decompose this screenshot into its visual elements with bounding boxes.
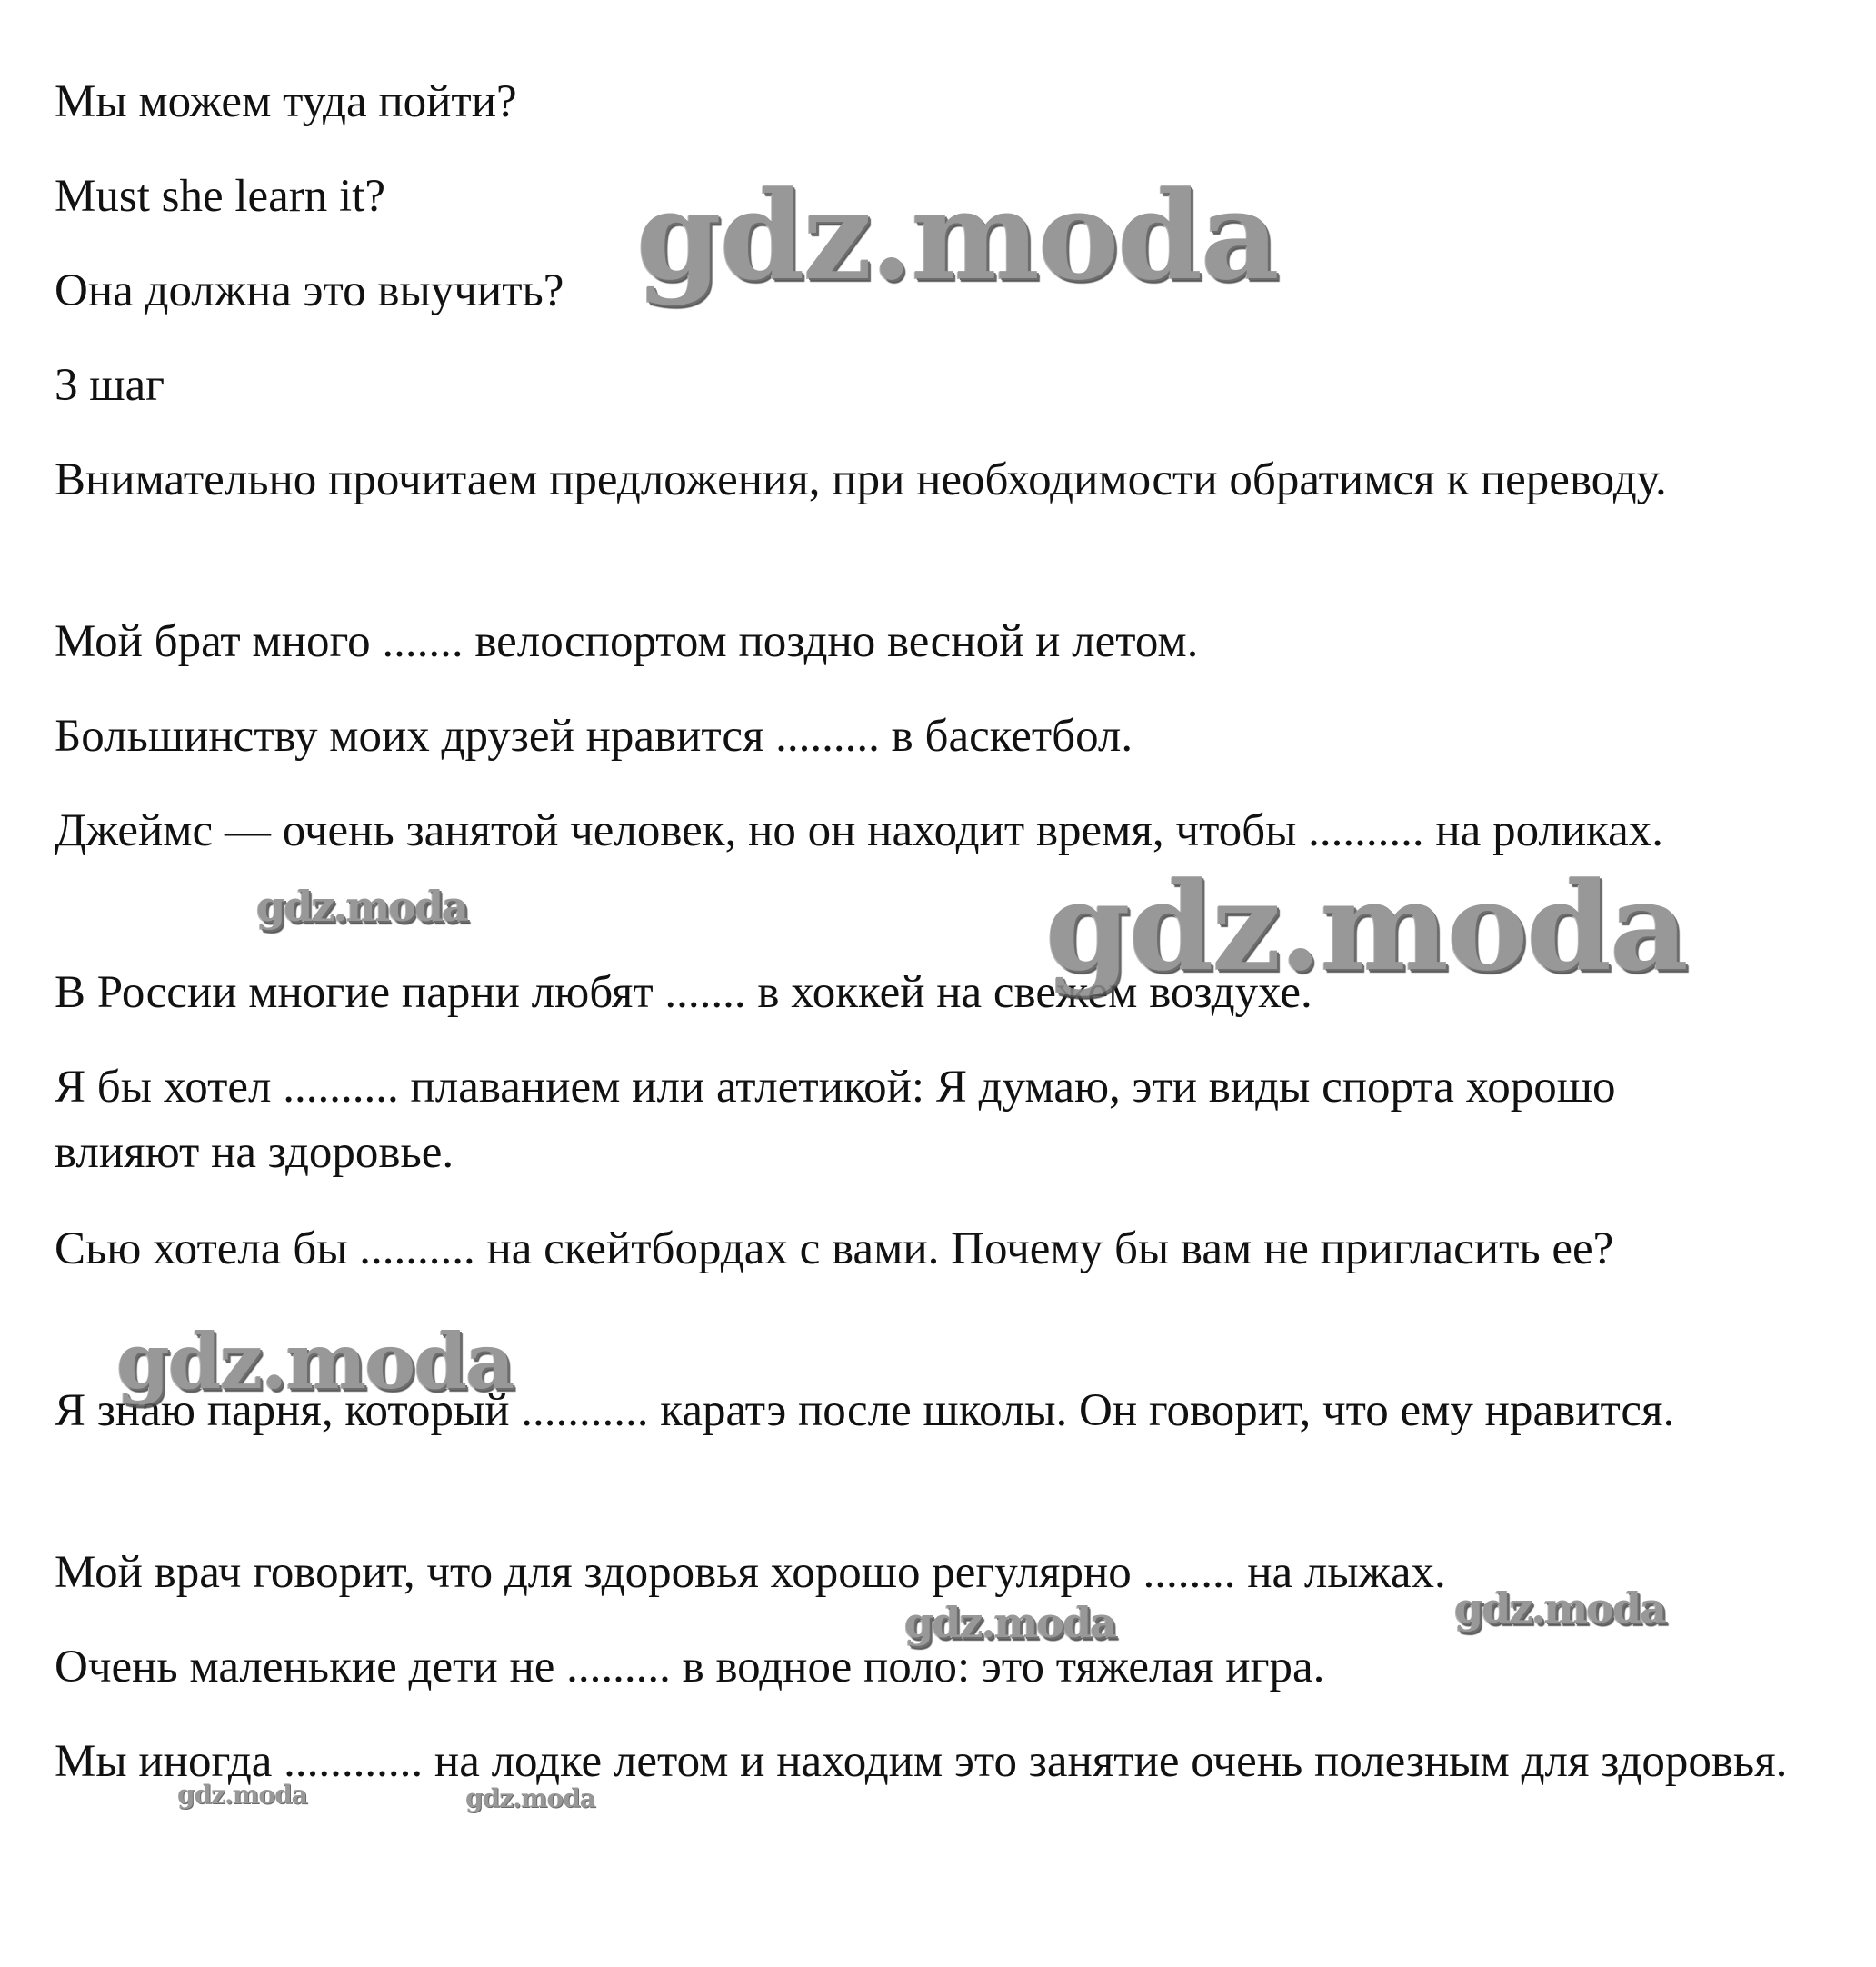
watermark-logo: gdz.moda xyxy=(256,882,467,931)
exercise-sentence: Сью хотела бы .......... на скейтбордах с вами. Почему бы вам не пригласить ее? xyxy=(55,1223,1614,1274)
exercise-sentence: Я знаю парня, который ........... каратэ после школы. Он говорит, что ему нравится. xyxy=(55,1385,1675,1436)
exercise-sentence: В России многие парни любят ....... в хоккей на свежем воздухе. xyxy=(55,967,1312,1018)
exercise-sentence: Джеймс — очень занятой человек, но он находит время, чтобы .......... на роликах. xyxy=(55,805,1664,856)
watermark-logo: gdz.moda xyxy=(1045,854,1687,998)
exercise-sentence: Большинству моих друзей нравится ......... в баскетбол. xyxy=(55,711,1133,762)
exercise-sentence: Очень маленькие дети не ......... в водное поло: это тяжелая игра. xyxy=(55,1642,1325,1692)
exercise-sentence: Мой брат много ....... велоспортом поздно весной и летом. xyxy=(55,616,1199,667)
exercise-sentence: Мой врач говорит, что для здоровья хорошо регулярно ........ на лыжах. xyxy=(55,1547,1446,1598)
watermark-logo: gdz.moda xyxy=(904,1598,1115,1647)
exercise-sentence: Мы иногда ............ на лодке летом и находим это занятие очень полезным для здоровья. xyxy=(55,1736,1788,1787)
step-heading: 3 шаг xyxy=(55,360,165,411)
exercise-sentence: Я бы хотел .......... плаванием или атлетикой: Я думаю, эти виды спорта хорошо влияют на здоровье. xyxy=(55,1062,1616,1178)
instruction-paragraph: Внимательно прочитаем предложения, при необходимости обратимся к переводу. xyxy=(55,454,1667,505)
text-line: Она должна это выучить? xyxy=(55,265,564,316)
watermark-logo: gdz.moda xyxy=(116,1316,514,1406)
text-line: Мы можем туда пойти? xyxy=(55,76,517,127)
watermark-logo: gdz.moda xyxy=(465,1783,595,1813)
text-line: Must she learn it? xyxy=(55,171,385,222)
watermark-logo: gdz.moda xyxy=(636,164,1278,307)
watermark-logo: gdz.moda xyxy=(177,1780,307,1810)
watermark-logo: gdz.moda xyxy=(1454,1583,1665,1633)
